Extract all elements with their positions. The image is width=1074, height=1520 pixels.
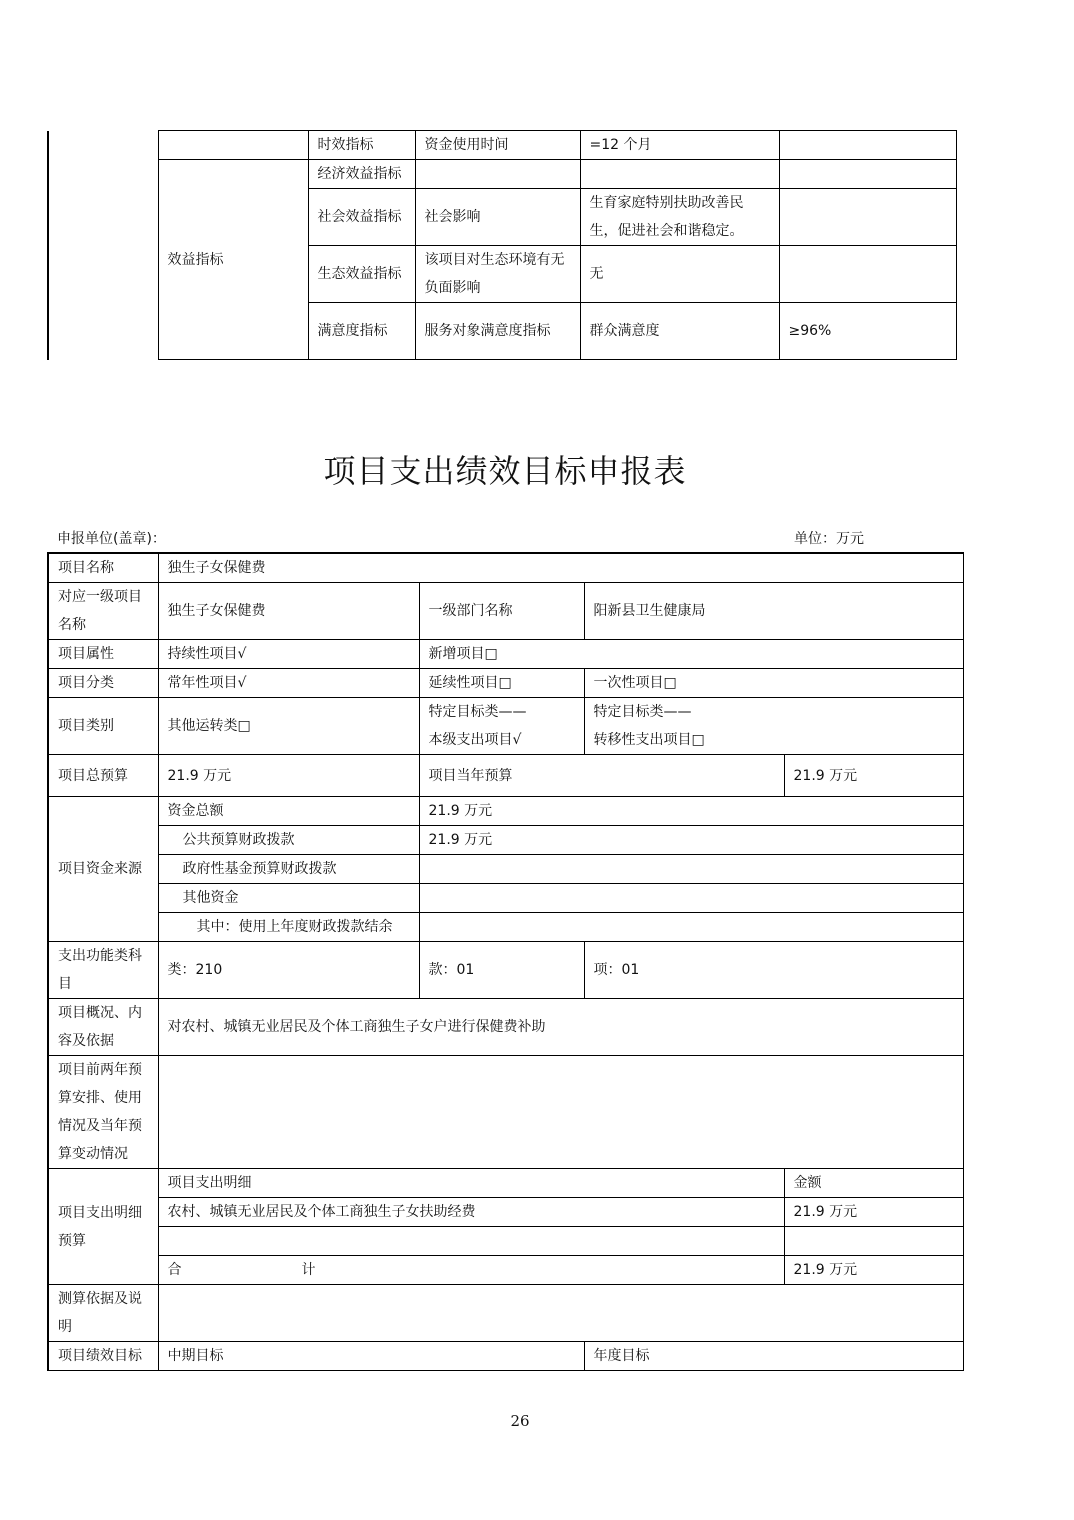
page-number: 26 (510, 1412, 530, 1430)
detail-row-amount: 21.9 万元 (784, 1198, 963, 1227)
detail-row-name: 农村、城镇无业居民及个体工商独生子女扶助经费 (158, 1198, 784, 1227)
empty-cell (415, 160, 580, 189)
project-name-label: 项目名称 (48, 553, 158, 583)
social-benefit-indicator: 社会效益指标 (308, 189, 415, 246)
prev-budget-value (158, 1056, 963, 1169)
type-other: 其他运转类□ (158, 698, 419, 755)
empty-cell (779, 131, 956, 160)
project-expenditure-form (47, 552, 964, 1371)
year-budget-value: 21.9 万元 (784, 755, 963, 797)
project-name-value: 独生子女保健费 (158, 553, 963, 583)
project-type-label: 项目类别 (48, 698, 158, 755)
dept-name-label: 一级部门名称 (419, 583, 584, 640)
func-class: 类：210 (158, 942, 419, 999)
level1-project-label: 对应一级项目名称 (48, 583, 158, 640)
social-impact-value: 生育家庭特别扶助改善民生，促进社会和谐稳定。 (580, 189, 779, 246)
page-title: 项目支出绩效目标申报表 (323, 452, 687, 490)
blank-category-cell (48, 131, 158, 360)
class-once: 一次性项目□ (584, 669, 963, 698)
fund-total-label: 资金总额 (158, 797, 419, 826)
dept-name-value: 阳新县卫生健康局 (584, 583, 963, 640)
currency-unit-label: 单位：万元 (794, 531, 864, 547)
amount-col-header: 金额 (784, 1169, 963, 1198)
public-budget-label: 公共预算财政拨款 (158, 826, 419, 855)
eco-impact: 该项目对生态环境有无负面影响 (415, 246, 580, 303)
attr-continuous: 持续性项目√ (158, 640, 419, 669)
detail-col-header: 项目支出明细 (158, 1169, 784, 1198)
type-specific-transfer-line1: 特定目标类—— (593, 704, 692, 720)
calc-basis-label: 测算依据及说明 (48, 1285, 158, 1342)
fund-use-time-value: =12 个月 (580, 131, 779, 160)
economic-benefit-indicator: 经济效益指标 (308, 160, 415, 189)
public-satisfaction: 群众满意度 (580, 303, 779, 360)
class-regular: 常年性项目√ (158, 669, 419, 698)
total-char-b: 计 (301, 1262, 316, 1278)
other-funds-label: 其他资金 (158, 884, 419, 913)
empty-cell (580, 160, 779, 189)
empty-cell (779, 160, 956, 189)
mid-term-goal: 中期目标 (158, 1342, 584, 1371)
total-char-a: 合 (167, 1262, 182, 1278)
service-satisfaction-indicator: 服务对象满意度指标 (415, 303, 580, 360)
social-impact: 社会影响 (415, 189, 580, 246)
type-specific-transfer-line2: 转移性支出项目□ (593, 732, 705, 748)
public-satisfaction-value: ≥96% (779, 303, 956, 360)
overview-value: 对农村、城镇无业居民及个体工商独生子女户进行保健费补助 (158, 999, 963, 1056)
func-section: 款：01 (419, 942, 584, 999)
type-specific-local (419, 698, 584, 755)
detail-budget-label: 项目支出明细预算 (48, 1169, 158, 1285)
detail-row-empty (158, 1227, 784, 1256)
overview-label: 项目概况、内容及依据 (48, 999, 158, 1056)
last-year-balance-label: 其中：使用上年度财政拨款结余 (158, 913, 419, 942)
project-attr-label: 项目属性 (48, 640, 158, 669)
fund-total-value: 21.9 万元 (419, 797, 963, 826)
performance-indicator-table (47, 130, 957, 360)
last-year-balance-value (419, 913, 963, 942)
empty-cell (158, 131, 308, 160)
gov-fund-label: 政府性基金预算财政拨款 (158, 855, 419, 884)
type-specific-local-line2: 本级支出项目√ (428, 732, 522, 748)
eco-impact-value: 无 (580, 246, 779, 303)
type-specific-transfer (584, 698, 963, 755)
prev-budget-label: 项目前两年预算安排、使用情况及当年预算变动情况 (48, 1056, 158, 1169)
total-budget-value: 21.9 万元 (158, 755, 419, 797)
calc-basis-value (158, 1285, 963, 1342)
func-subject-label: 支出功能类科目 (48, 942, 158, 999)
satisfaction-indicator: 满意度指标 (308, 303, 415, 360)
year-budget-label: 项目当年预算 (419, 755, 784, 797)
attr-new: 新增项目□ (419, 640, 963, 669)
empty-cell (779, 246, 956, 303)
eco-benefit-indicator: 生态效益指标 (308, 246, 415, 303)
timeliness-indicator: 时效指标 (308, 131, 415, 160)
level1-project-value: 独生子女保健费 (158, 583, 419, 640)
reporting-unit-label: 申报单位(盖章)： (57, 531, 166, 547)
type-specific-local-line1: 特定目标类—— (428, 704, 527, 720)
gov-fund-value (419, 855, 963, 884)
benefit-indicator: 效益指标 (158, 160, 308, 360)
public-budget-value: 21.9 万元 (419, 826, 963, 855)
func-item: 项：01 (584, 942, 963, 999)
detail-total-label (158, 1256, 784, 1285)
empty-cell (779, 189, 956, 246)
fund-source-label: 项目资金来源 (48, 797, 158, 942)
fund-use-time: 资金使用时间 (415, 131, 580, 160)
project-class-label: 项目分类 (48, 669, 158, 698)
performance-goal-label: 项目绩效目标 (48, 1342, 158, 1371)
total-budget-label: 项目总预算 (48, 755, 158, 797)
detail-row-empty-amount (784, 1227, 963, 1256)
class-extend: 延续性项目□ (419, 669, 584, 698)
other-funds-value (419, 884, 963, 913)
annual-goal: 年度目标 (584, 1342, 963, 1371)
detail-total-amount: 21.9 万元 (784, 1256, 963, 1285)
